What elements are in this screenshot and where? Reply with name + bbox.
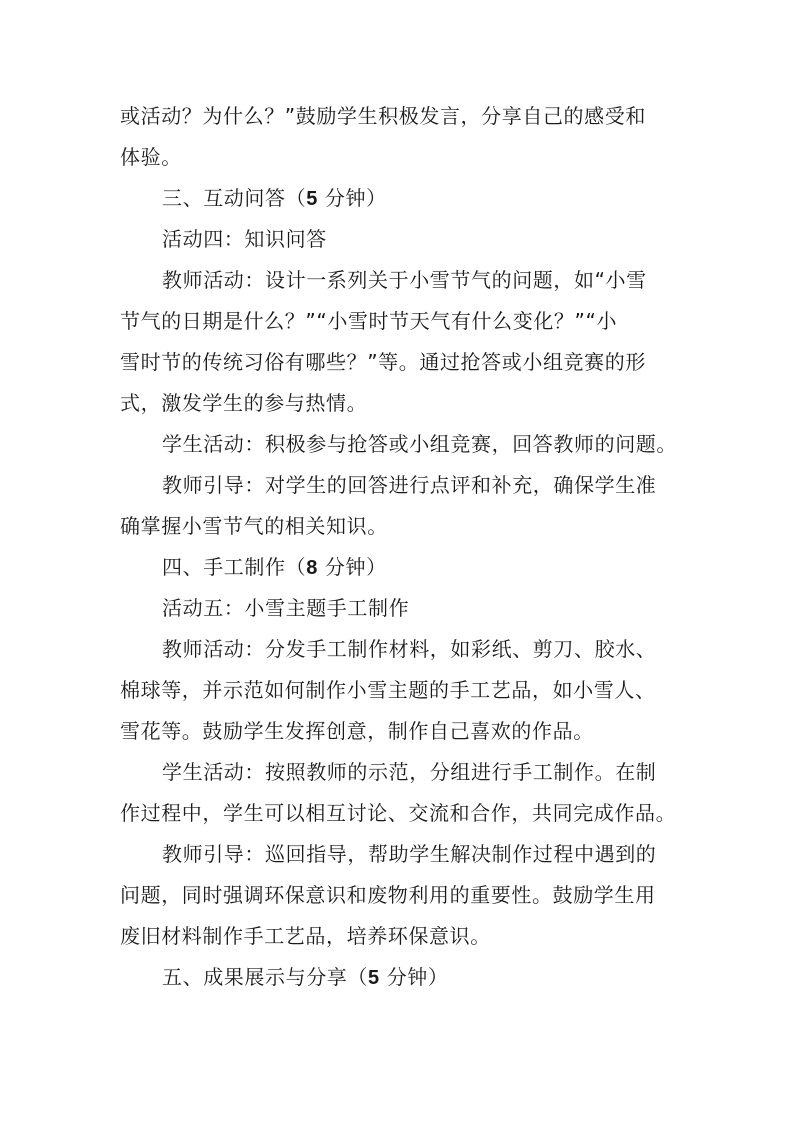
paragraph-line: 棉球等，并示范如何制作小雪主题的手工艺品，如小雪人、 <box>120 678 656 702</box>
paragraph-line: 节气的日期是什么？”“小雪时节天气有什么变化？”“小 <box>120 309 618 333</box>
heading-suffix: 分钟） <box>324 555 387 579</box>
paragraph-line: 教师引导：对学生的回答进行点评和补充，确保学生准 <box>162 473 657 497</box>
section-heading <box>120 178 676 219</box>
paragraph-line: 教师引导：巡回指导，帮助学生解决制作过程中遇到的 <box>162 842 657 866</box>
activity-title: 活动五：小雪主题手工制作 <box>162 596 410 620</box>
duration-number: 8 <box>306 557 318 579</box>
paragraph-line: 确掌握小雪节气的相关知识。 <box>120 514 388 538</box>
paragraph-line: 学生活动：积极参与抢答或小组竞赛，回答教师的问题。 <box>162 432 677 456</box>
paragraph-line: 教师活动：设计一系列关于小雪节气的问题，如“小雪 <box>162 268 647 292</box>
document-page <box>120 96 676 998</box>
paragraph-line: 或活动？为什么？”鼓励学生积极发言，分享自己的感受和 <box>120 104 646 128</box>
paragraph-line: 式，激发学生的参与热情。 <box>120 391 368 415</box>
paragraph-line: 问题，同时强调环保意识和废物利用的重要性。鼓励学生用 <box>120 883 656 907</box>
heading-text: 三、互动问答（ <box>162 186 307 210</box>
heading-text: 四、手工制作（ <box>162 555 307 579</box>
paragraph-line: 雪时节的传统习俗有哪些？”等。通过抢答或小组竞赛的形 <box>120 350 646 374</box>
paragraph-line: 废旧材料制作手工艺品，培养环保意识。 <box>120 924 491 948</box>
paragraph-line: 雪花等。鼓励学生发挥创意，制作自己喜欢的作品。 <box>120 719 594 743</box>
paragraph-line: 学生活动：按照教师的示范，分组进行手工制作。在制 <box>162 760 657 784</box>
heading-suffix: 分钟） <box>386 965 449 989</box>
heading-text: 五、成果展示与分享（ <box>162 965 368 989</box>
paragraph-line: 作过程中，学生可以相互讨论、交流和合作，共同完成作品。 <box>120 801 677 825</box>
duration-number: 5 <box>306 188 318 210</box>
heading-suffix: 分钟） <box>324 186 387 210</box>
duration-number: 5 <box>368 967 380 989</box>
activity-title: 活动四：知识问答 <box>162 227 327 251</box>
paragraph-line: 体验。 <box>120 145 182 169</box>
section-heading <box>120 547 676 588</box>
paragraph-line: 教师活动：分发手工制作材料，如彩纸、剪刀、胶水、 <box>162 637 657 661</box>
section-heading <box>120 957 676 998</box>
